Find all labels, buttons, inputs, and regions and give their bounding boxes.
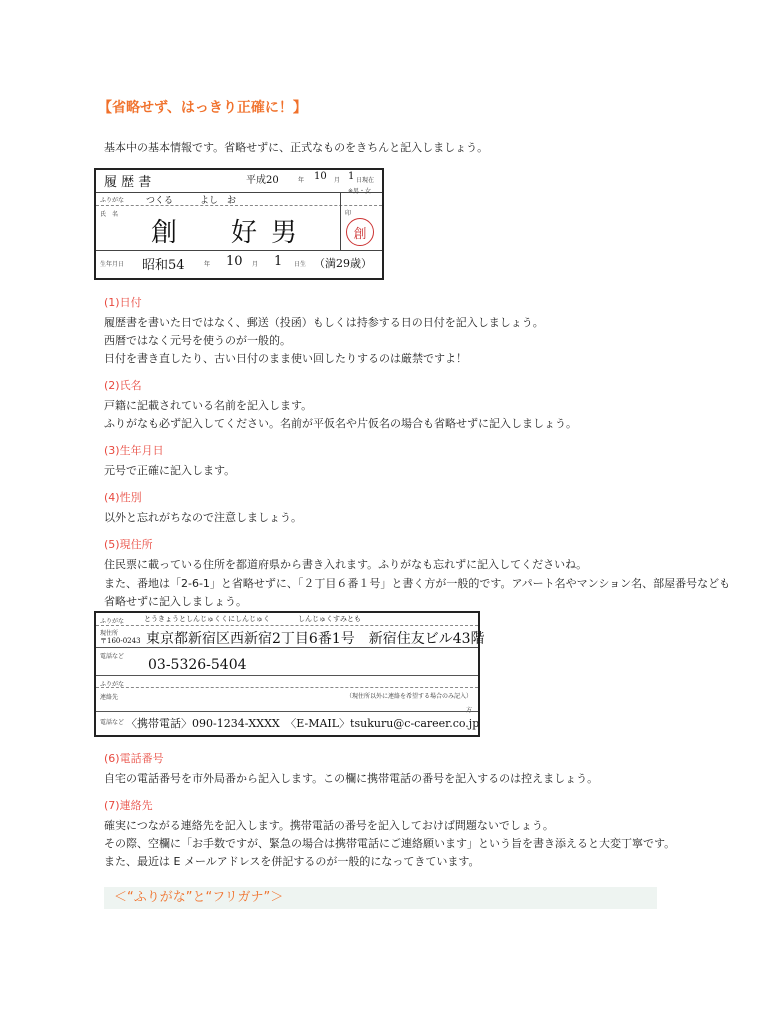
phone-value: 03-5326-5404 [148, 657, 247, 673]
section-heading-address: (5)現住所 [104, 538, 153, 551]
section-line: また、最近は E メールアドレスを併記するのが一般的になってきています。 [104, 855, 480, 868]
section-line: 住民票に載っている住所を都道府県から書き入れます。ふりがなも忘れずに記入してくださいね。 [104, 558, 588, 571]
name-label: 氏 名 [100, 211, 119, 218]
section-line: 自宅の電話番号を市外局番から記入します。この欄に携帯電話の番号を記入するのは控えましょう。 [104, 772, 599, 785]
section-line: 日付を書き直したり、古い日付のまま使い回したりするのは厳禁ですよ！ [104, 352, 467, 365]
section-heading-birthdate: (3)生年月日 [104, 444, 164, 457]
section-line: また、番地は「2-6-1」と省略せずに、「２丁目６番１号」と書く方が一般的です。アパート名やマンション名、部屋番号なども [104, 577, 731, 590]
birth-day: 1 [274, 254, 283, 269]
section-line: その際、空欄に「お手数ですが、緊急の場合は携帯電話にご連絡願います」という旨を書き添えると大変丁寧です。 [104, 837, 676, 850]
date-era: 平成20 [246, 175, 279, 186]
section-heading-contact: (7)連絡先 [104, 799, 153, 812]
section-line: 以外と忘れがちなので注意しましょう。 [104, 511, 302, 524]
furigana-label: ふりがな [100, 197, 125, 204]
furigana-label: ふりがな [100, 618, 125, 625]
phone2-label: 電話など [100, 719, 125, 726]
address-value: 東京都新宿区西新宿2丁目6番1号 新宿住友ビル43階 [146, 631, 485, 647]
section-heading-gender: (4)性別 [104, 491, 142, 504]
section-heading-date: (1)日付 [104, 296, 142, 309]
mobile-email-value: 〈携帯電話〉090-1234-XXXX 〈E-MAIL〉tsukuru@c-career.co.jp [126, 717, 480, 730]
contact-furigana-label: ふりがな [100, 681, 125, 688]
section-line: 西暦ではなく元号を使うのが一般的。 [104, 334, 291, 347]
name-value: 創 好男 [151, 218, 312, 248]
gender-label: ※男・女 [348, 188, 372, 195]
phone-label: 電話など [100, 653, 125, 660]
contact-suffix: 方 [466, 707, 473, 714]
section-heading-phone: (6)電話番号 [104, 752, 164, 765]
resume-form-address [94, 611, 485, 737]
birth-era: 昭和54 [142, 258, 185, 273]
furigana-section-banner: ＜“ふりがな”と“フリガナ”＞ [104, 887, 657, 909]
form-header: 履 歴 書 [104, 175, 152, 190]
postal-code: 〒160-0243 [100, 637, 141, 645]
section-line: 履歴書を書いた日ではなく、郵送（投函）もしくは持参する日の日付を記入しましょう。 [104, 316, 544, 329]
address-label: 現住所 [100, 630, 119, 637]
age-value: （満29歳） [314, 257, 372, 270]
section-line: 戸籍に記載されている名前を記入します。 [104, 399, 313, 412]
date-day: 1 [348, 171, 355, 182]
section-line: ふりがなも必ず記入してください。名前が平仮名や片仮名の場合も省略せずに記入しましょう。 [104, 417, 577, 430]
section-line: 省略せずに記入しましょう。 [104, 595, 247, 608]
contact-label: 連絡先 [100, 694, 119, 701]
section-line: 確実につながる連絡先を記入します。携帯電話の番号を記入しておけば問題ないでしょう。 [104, 819, 554, 832]
seal-label: 印 [345, 210, 352, 217]
address-furigana-value: とうきょうとしんじゅくくにしんじゅく しんじゅくすみとも [144, 615, 361, 623]
birth-month: 10 [226, 254, 243, 269]
contact-note: （現住所以外に連絡を希望する場合のみ記入） [346, 693, 473, 700]
date-month: 10 [314, 171, 327, 182]
resume-form-basic-info: 履 歴 書 平成20 年 10 月 1 日現在 ※男・女 ふりがな つくる よし お 氏 名 創 好男 印 創 生年月日 昭和54 年 10 月 1 日生 （満29歳） [94, 168, 384, 280]
section-line: 元号で正確に記入します。 [104, 464, 236, 477]
section-heading-name: (2)氏名 [104, 379, 142, 392]
furigana-value: つくる よし お [146, 196, 237, 206]
page-title: 【省略せず、はっきり正確に！】 [98, 100, 307, 116]
seal-stamp: 創 [346, 218, 374, 246]
intro-text: 基本中の基本情報です。省略せずに、正式なものをきちんと記入しましょう。 [104, 141, 489, 154]
birth-label: 生年月日 [100, 261, 125, 268]
